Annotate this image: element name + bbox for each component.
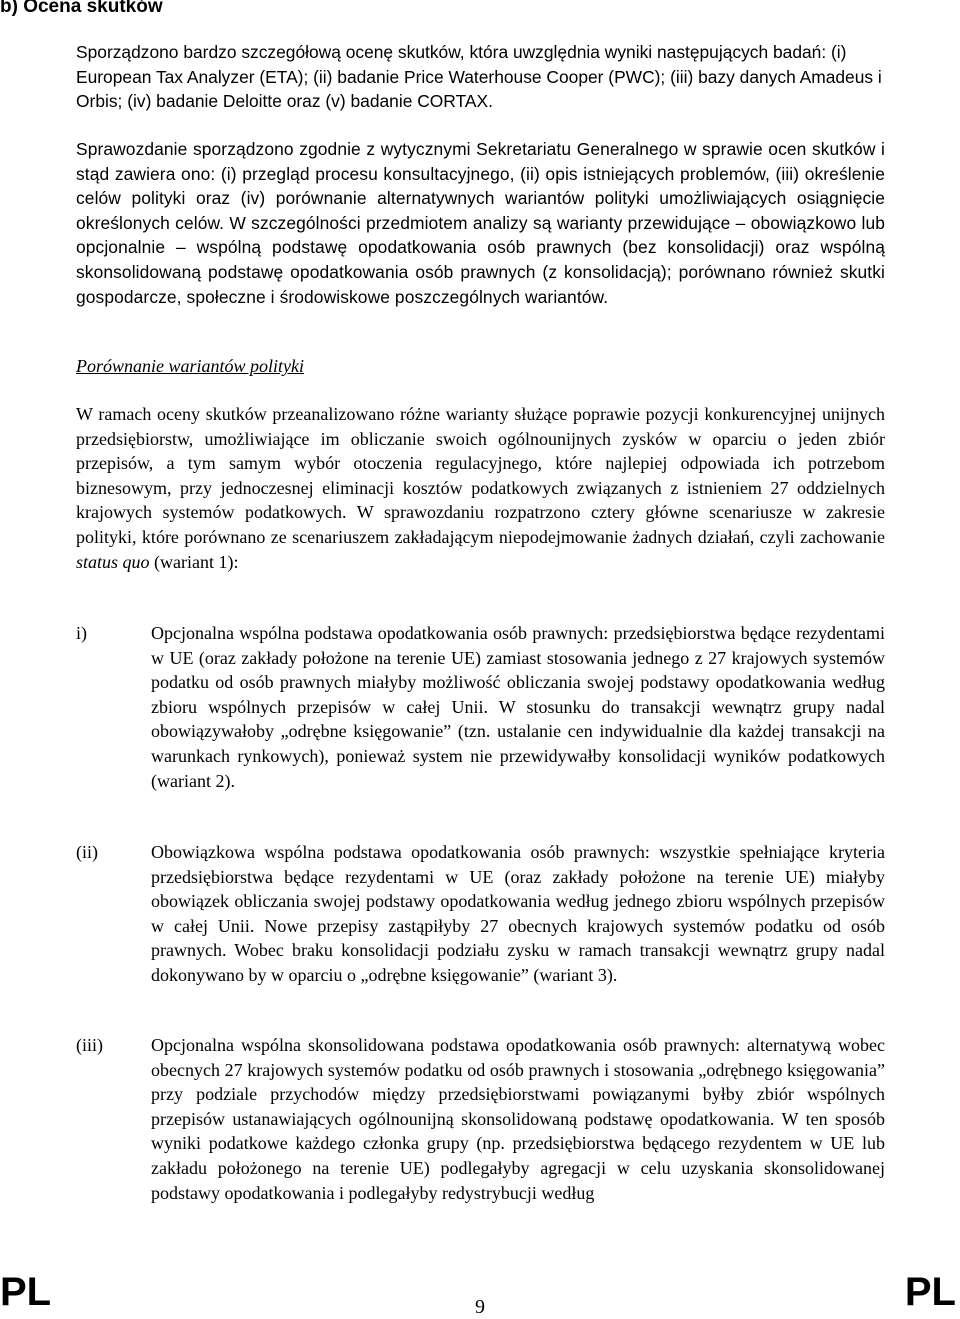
list-number: (ii) [76, 842, 98, 862]
paragraph-text-end: (wariant 1): [149, 551, 239, 572]
list-number: (iii) [76, 1035, 103, 1055]
paragraph-studies: Sporządzono bardzo szczegółową ocenę skutków, która uwzględnia wyniki następujących badań: (i) European Tax Analyzer (ETA); (ii) badanie Price Waterhouse Cooper (PWC); (iii) bazy danych Amadeus i Orbis; (iv) badanie Deloitte oraz (v) badanie CORTAX. [76, 42, 882, 112]
section-heading: b) Ocena skutków [0, 0, 163, 17]
list-text: Opcjonalna wspólna podstawa opodatkowania osób prawnych: przedsiębiorstwa będące rezydentami w UE (oraz zakłady położone na terenie UE) zamiast stosowania jednego z 27 krajowych systemów podatku od osób prawnych miałyby możliwość obliczania swojej podstawy opodatkowania według zbioru wspólnych przepisów w całej Unii. W stosunku do transakcji wewnątrz grupy nadal obowiązywałoby „odrębne księgowanie” (tzn. ustalanie cen indywidualnie dla każdej transakcji na warunkach rynkowych), ponieważ system nie przewidywałby konsolidacji wyników podatkowych (wariant 2). [151, 623, 885, 791]
footer-language-left: PL [0, 1270, 52, 1314]
list-number: i) [76, 623, 87, 643]
list-item [76, 840, 885, 988]
paragraph-text: W ramach oceny skutków przeanalizowano różne warianty służące poprawie pozycji konkurencyjnej unijnych przedsiębiorstw, umożliwiające im obliczanie swoich ogólnounijnych zysków w oparciu o jeden zbiór przepisów, a tym samym wybór otoczenia regulacyjnego, które najlepiej odpowiada ich potrzebom biznesowym, przy jednoczesnej eliminacji kosztów podatkowych związanych z istnieniem 27 oddzielnych krajowych systemów podatkowych. W sprawozdaniu rozpatrzono cztery główne scenariusze w zakresie polityki, które porównano ze scenariuszem zakładającym niepodejmowanie żadnych działań, czyli zachowanie [76, 404, 885, 547]
footer-language-right: PL [904, 1270, 956, 1314]
list-text: Obowiązkowa wspólna podstawa opodatkowania osób prawnych: wszystkie spełniające kryteria przedsiębiorstwa będące rezydentami w UE (oraz zakłady położone na terenie UE) miałyby obowiązek obliczania swojej podstawy opodatkowania według jednego zbioru wspólnych przepisów w całej Unii. Nowe przepisy zastąpiłyby 27 obecnych krajowych systemów podatku od osób prawnych. Wobec braku konsolidacji podziału zysku w ramach transakcji wewnątrz grupy nadal dokonywano by w oparciu o „odrębne księgowanie” (wariant 3). [151, 842, 885, 985]
italic-term: status quo [76, 551, 150, 572]
list-text: Opcjonalna wspólna skonsolidowana podstawa opodatkowania osób prawnych: alternatywą wobec obecnych 27 krajowych systemów podatku od osób prawnych i stosowania „odrębnego księgowania” przy podziale przychodów między przedsiębiorstwami powiązanymi byłby zbiór wspólnych przepisów ustanawiających ogólnounijną skonsolidowaną podstawę opodatkowania. W ten sposób wyniki podatkowe każdego członka grupy (np. przedsiębiorstwa będącego rezydentem w UE lub zakładu położonego na terenie UE) podlegałyby agregacji w celu uzyskania skonsolidowanej podstawy opodatkowania i podlegałyby redystrybucji według [151, 1035, 885, 1203]
list-item [76, 621, 885, 793]
paragraph-policy-options [76, 402, 885, 574]
list-item [76, 1033, 885, 1205]
page-number: 9 [475, 1296, 485, 1318]
subheading-policy-comparison: Porównanie wariantów polityki [76, 356, 304, 376]
paragraph-report: Sprawozdanie sporządzono zgodnie z wytycznymi Sekretariatu Generalnego w sprawie ocen skutków i stąd zawiera ono: (i) przegląd procesu konsultacyjnego, (ii) opis istniejących problemów, (iii) określenie celów polityki oraz (iv) porównanie alternatywnych wariantów polityki umożliwiających osiągnięcie określonych celów. W szczególności przedmiotem analizy są warianty przewidujące – obowiązkowo lub opcjonalnie – wspólną podstawę opodatkowania osób prawnych (bez konsolidacji) oraz wspólną skonsolidowaną podstawę opodatkowania osób prawnych (z konsolidacją); porównano również skutki gospodarcze, społeczne i środowiskowe poszczególnych wariantów. [76, 139, 885, 307]
